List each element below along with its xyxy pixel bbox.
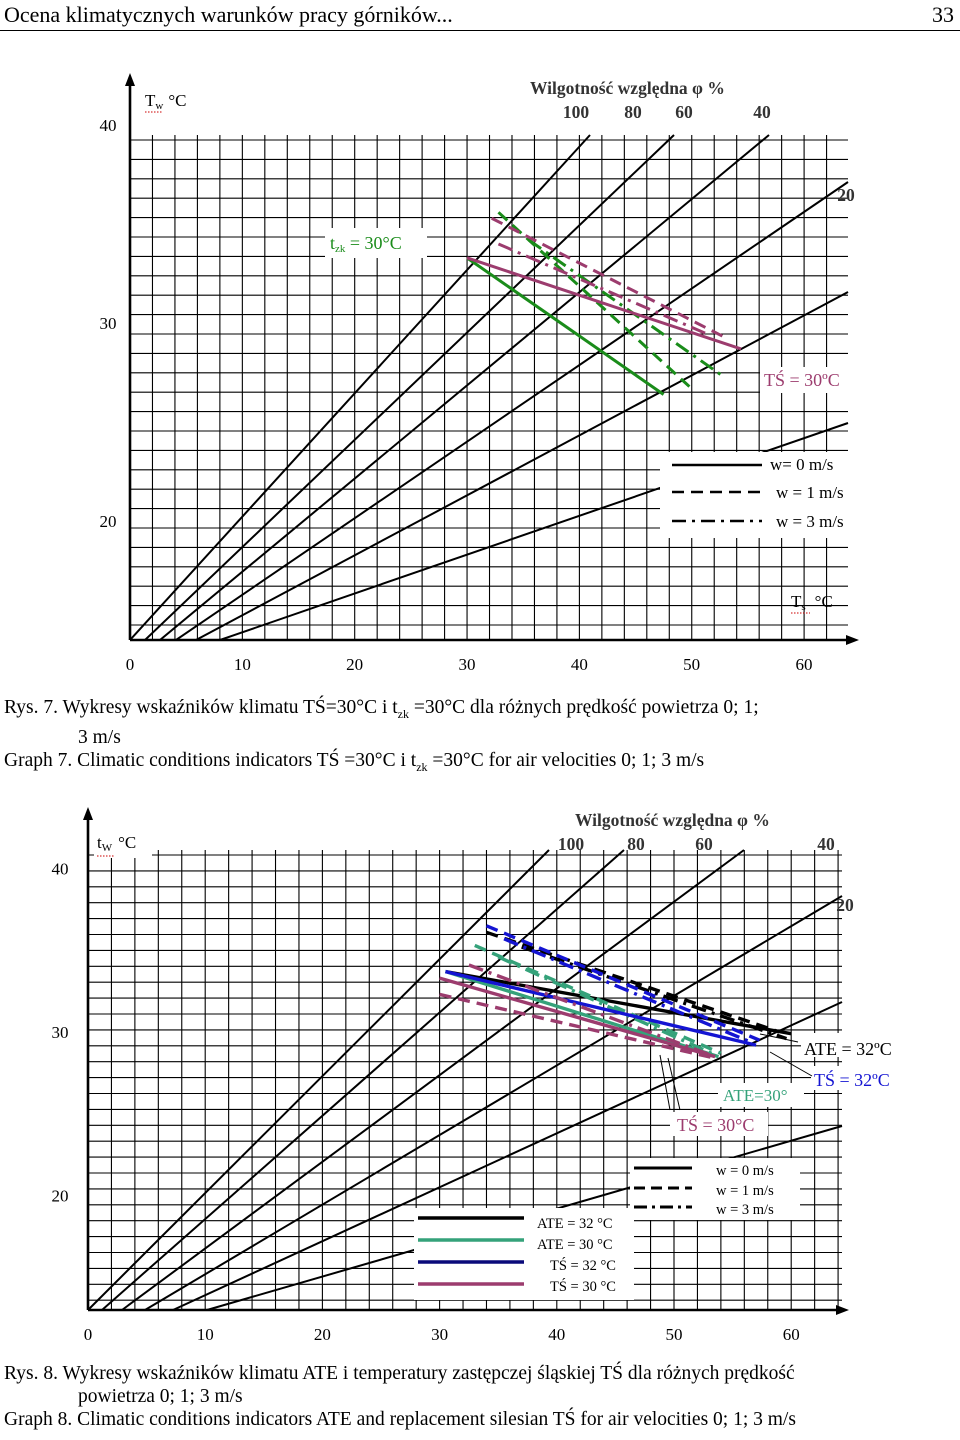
- x-tick-label: 30: [431, 1325, 449, 1344]
- legend: [660, 452, 862, 538]
- caption-pl-part3: 3 m/s: [78, 726, 121, 748]
- rh-line: [145, 135, 674, 640]
- x-tick-label: 20: [346, 655, 364, 674]
- caption-pl-part2: =30°C dla różnych prędkość powietrza 0; 1;: [408, 697, 759, 718]
- x-tick-label: 40: [548, 1325, 566, 1344]
- legend-label-ts30: TŚ = 30 °C: [550, 1279, 616, 1295]
- x-tick-label: 20: [313, 1325, 331, 1344]
- annotation-ts32: TŚ = 32ºC: [814, 1070, 890, 1090]
- series-lines: [467, 212, 741, 394]
- annotation-ate30: ATE=30°: [723, 1086, 788, 1105]
- x-tick-label: 30: [458, 655, 476, 674]
- figure-7-chart: [0, 0, 960, 690]
- rh-label: 80: [627, 834, 645, 854]
- x-tick-label: 60: [795, 655, 813, 674]
- legend-label-w1: w = 1 m/s: [776, 483, 844, 502]
- rh-labels: [563, 102, 855, 205]
- page-number: 33: [932, 2, 954, 27]
- axes: [125, 73, 859, 645]
- rh-line: [160, 135, 769, 640]
- rh-label: 40: [817, 834, 835, 854]
- legend-label-w0: w= 0 m/s: [770, 455, 834, 474]
- rh-label: 40: [753, 102, 771, 122]
- running-header-title: Ocena klimatycznych warunków pracy górników...: [4, 2, 453, 27]
- x-tick-label: 60: [782, 1325, 800, 1344]
- x-tick-label: 10: [196, 1325, 214, 1344]
- figure-7-caption: [4, 696, 759, 779]
- x-tick-label: 50: [665, 1325, 683, 1344]
- y-tick-label: 20: [99, 512, 117, 532]
- y-tick-labels: [52, 860, 69, 1206]
- x-tick-labels: [126, 655, 813, 674]
- y-axis-label: Tw °C: [145, 91, 187, 112]
- x-tick-label: 0: [125, 655, 135, 674]
- annotation-ate32: ATE = 32ºC: [804, 1039, 892, 1059]
- x-tick-labels: [84, 1325, 800, 1344]
- y-axis-arrow: [83, 807, 93, 820]
- y-tick-label: 20: [51, 1186, 69, 1206]
- legend-label-ate32: ATE = 32 °C: [537, 1216, 613, 1232]
- x-tick-label: 50: [683, 655, 701, 674]
- legend-label-ts32: TŚ = 32 °C: [550, 1258, 616, 1274]
- y-axis-arrow: [125, 73, 135, 86]
- y-tick-label: 30: [51, 1023, 69, 1043]
- rh-label: 100: [557, 834, 585, 854]
- y-tick-label: 40: [51, 859, 69, 879]
- series-line-6: [498, 957, 715, 1055]
- rh-label: 60: [695, 834, 713, 854]
- caption-pl-line1: Rys. 8. Wykresy wskaźników klimatu ATE i temperatury zastępczej śląskiej TŚ dla różnych prędkość: [4, 1363, 795, 1384]
- legend-label-ate30: ATE = 30 °C: [537, 1237, 613, 1253]
- y-tick-label: 30: [99, 314, 117, 334]
- y-axis-label: tW °C: [97, 833, 137, 854]
- rh-line: [130, 135, 590, 640]
- legend-label-w1: w = 1 m/s: [716, 1183, 774, 1199]
- rh-label: 20: [837, 185, 855, 205]
- caption-en-sub: zk: [416, 759, 428, 774]
- rh-label: 100: [562, 102, 590, 122]
- y-tick-labels: [100, 116, 117, 531]
- legend-label-w3: w = 3 m/s: [716, 1202, 774, 1218]
- rh-label: 20: [836, 895, 854, 915]
- x-axis-label: Ts °C: [791, 592, 833, 613]
- annotation-ts: TŚ = 30ºC: [764, 370, 840, 390]
- rh-label: 80: [624, 102, 642, 122]
- legend-indicators: [414, 1208, 634, 1300]
- rh-label: 60: [675, 102, 693, 122]
- x-axis-arrow: [846, 635, 859, 645]
- annotation-tzk: tzk = 30°C: [330, 233, 402, 255]
- x-tick-label: 10: [233, 655, 251, 674]
- figure-8-caption: [4, 1362, 796, 1431]
- rh-title: Wilgotność względna φ %: [530, 78, 725, 98]
- figure-8-chart: [0, 790, 960, 1360]
- caption-en-part2: =30°C for air velocities 0; 1; 3 m/s: [427, 749, 705, 771]
- caption-en-part1: Graph 7. Climatic conditions indicators TŚ =30°C i t: [4, 749, 417, 771]
- rh-title: Wilgotność względna φ %: [575, 810, 770, 830]
- x-tick-label: 0: [83, 1325, 93, 1344]
- caption-pl-sub: zk: [397, 706, 409, 721]
- caption-pl-line2: powietrza 0; 1; 3 m/s: [78, 1386, 243, 1407]
- series-line-6: [498, 244, 709, 335]
- grid: [130, 135, 848, 640]
- y-tick-label: 40: [99, 116, 117, 136]
- legend-velocity: [630, 1158, 800, 1220]
- caption-pl-part1: Rys. 7. Wykresy wskaźników klimatu TŚ=30°C i t: [4, 697, 398, 718]
- x-axis-arrow: [836, 1305, 849, 1315]
- annotation-ts30: TŚ = 30°C: [677, 1115, 755, 1135]
- legend-label-w0: w = 0 m/s: [716, 1163, 774, 1179]
- x-tick-label: 40: [570, 655, 588, 674]
- caption-en: Graph 8. Climatic conditions indicators ATE and replacement silesian TŚ for air velocities 0; 1; 3 m/s: [4, 1409, 796, 1430]
- legend-label-w3: w = 3 m/s: [776, 512, 844, 531]
